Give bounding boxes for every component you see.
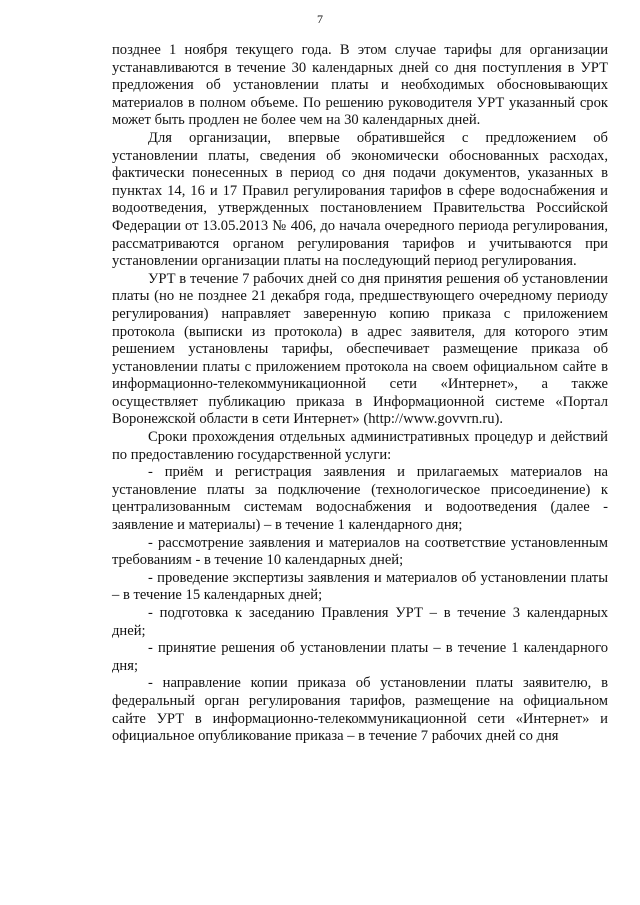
paragraph-continuation: позднее 1 ноября текущего года. В этом случае тарифы для организации устанавливаются в течение 30 календарных дней со дня поступления в УРТ предложения об установлении платы и необходимых обосновывающих материалов в полном объеме. По решению руководителя УРТ указанный срок может быть продлен не более чем на 30 календарных дней. [112, 42, 608, 129]
list-item-expertise: - проведение экспертизы заявления и материалов об установлении платы – в течение 15 календарных дней; [112, 569, 608, 604]
page-number: 7 [317, 12, 323, 26]
list-item-decision: - принятие решения об установлении платы – в течение 1 календарного дня; [112, 640, 608, 674]
document-body [112, 42, 608, 746]
paragraph-new-organization: Для организации, впервые обратившейся с предложением об установлении платы, сведения об экономически обоснованных расходах, фактически понесенных в период со дня подачи документов, указанных в пунктах 14, 16 и 17 Правил регулирования тарифов в сфере водоснабжения и водоотведения, утвержденных постановлением Правительства Российской Федерации от 13.05.2013 № 406, до начала очередного периода регулирования, рассматриваются органом регулирования тарифов и учитываются при установлении организации платы на последующий период регулирования. [112, 129, 608, 270]
list-item-order-delivery: - направление копии приказа об установлении платы заявителю, в федеральный орган регулирования тарифов, размещение на официальном сайте УРТ в информационно-телекоммуникационной сети «Интернет» и официальное опубликование приказа – в течение 7 рабочих дней со дня [112, 675, 608, 745]
list-item-registration: - приём и регистрация заявления и прилагаемых материалов на установление платы за подключение (технологическое присоединение) к централизованным системам водоснабжения и водоотведения (далее - заявление и материалы) – в течение 1 календарного дня; [112, 464, 608, 534]
paragraph-urt-order: УРТ в течение 7 рабочих дней со дня принятия решения об установлении платы (но не позднее 21 декабря года, предшествующего очередному периоду регулирования) направляет заверенную копию приказа с приложением протокола (выписки из протокола) в адрес заявителя, для которого этим решением установлены тарифы, обеспечивает размещение приказа об установлении платы с приложением протокола на своем официальном сайте в информационно-телекоммуникационной сети «Интернет», а также осуществляет публикацию приказа в Информационной системе «Портал Воронежской области в сети Интернет» (http://www.govvrn.ru). [112, 270, 608, 428]
paragraph-procedure-terms: Сроки прохождения отдельных административных процедур и действий по предоставлению государственной услуги: [112, 429, 608, 463]
list-item-review: - рассмотрение заявления и материалов на соответствие установленным требованиям - в течение 10 календарных дней; [112, 534, 608, 569]
list-item-board-preparation: - подготовка к заседанию Правления УРТ – в течение 3 календарных дней; [112, 605, 608, 639]
